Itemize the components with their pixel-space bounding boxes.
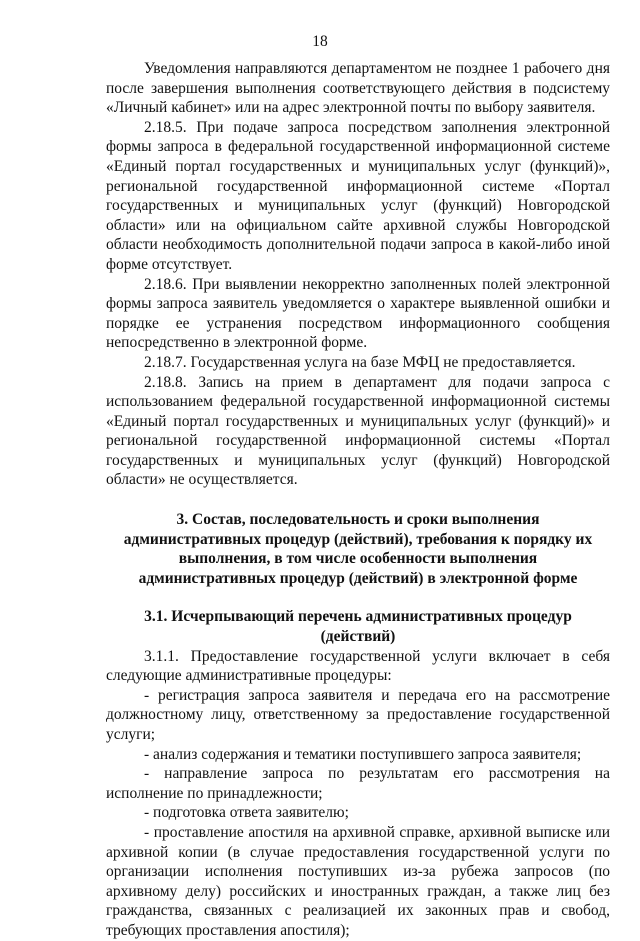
paragraph-2-18-7: 2.18.7. Государственная услуга на базе МФЦ не предоставляется. <box>144 353 576 371</box>
document-body <box>106 59 610 941</box>
section-heading: 3. Состав, последовательность и сроки выполнения административных процедур (действий), требования к порядку их выполнения, в том числе особенности выполнения административных процедур (действий) в электронной форме <box>123 511 593 587</box>
page-number: 18 <box>312 33 328 50</box>
list-item-analysis: - анализ содержания и тематики поступившего запроса заявителя; <box>144 745 582 763</box>
subsection-heading: 3.1. Исчерпывающий перечень административных процедур (действий) <box>144 608 572 646</box>
paragraph-2-18-6: 2.18.6. При выявлении некорректно заполненных полей электронной формы запроса заявитель уведомляется о характере выявленной ошибки и порядке ее устранения посредством информационного сообщения непосредственно в электронной форме. <box>106 275 610 352</box>
paragraph-3-1-1: 3.1.1. Предоставление государственной услуги включает в себя следующие административные процедуры: <box>106 647 610 685</box>
list-item-routing: - направление запроса по результатам его рассмотрения на исполнение по принадлежности; <box>106 765 610 802</box>
paragraph-2-18-5: 2.18.5. При подаче запроса посредством заполнения электронной формы запроса в федеральной государственной информационной системе «Единый портал государственных и муниципальных услуг (функций)», региональной государственной информационной системе «Портал государственных и муниципальных услуг (функций) Новгородской области» или на официальном сайте архивной службы Новгородской области необходимость дополнительной подачи запроса в какой-либо иной форме отсутствует. <box>106 118 610 273</box>
list-item-registration: - регистрация запроса заявителя и передача его на рассмотрение должностному лицу, ответственному за предоставление государственной услуги; <box>106 686 610 743</box>
list-item-apostille: - проставление апостиля на архивной справке, архивной выписке или архивной копии (в случае предоставления государственной услуги по организации исполнения поступивших из-за рубежа запросов (по архивному делу) российских и иностранных граждан, а также лиц без гражданства, связанных с реализацией их законных прав и свобод, требующих проставления апостиля); <box>106 823 610 939</box>
list-item-response: - подготовка ответа заявителю; <box>144 804 349 822</box>
paragraph-notifications: Уведомления направляются департаментом не позднее 1 рабочего дня после завершения выполнения соответствующего действия в подсистему «Личный кабинет» или на адрес электронной почты по выбору заявителя. <box>106 60 610 117</box>
paragraph-2-18-8: 2.18.8. Запись на прием в департамент для подачи запроса с использованием федеральной государственной информационной системы «Единый портал государственных и муниципальных услуг (функций)» и региональной государственной информационной системы «Портал государственных и муниципальных услуг (функций) Новгородской области» не осуществляется. <box>106 373 610 489</box>
